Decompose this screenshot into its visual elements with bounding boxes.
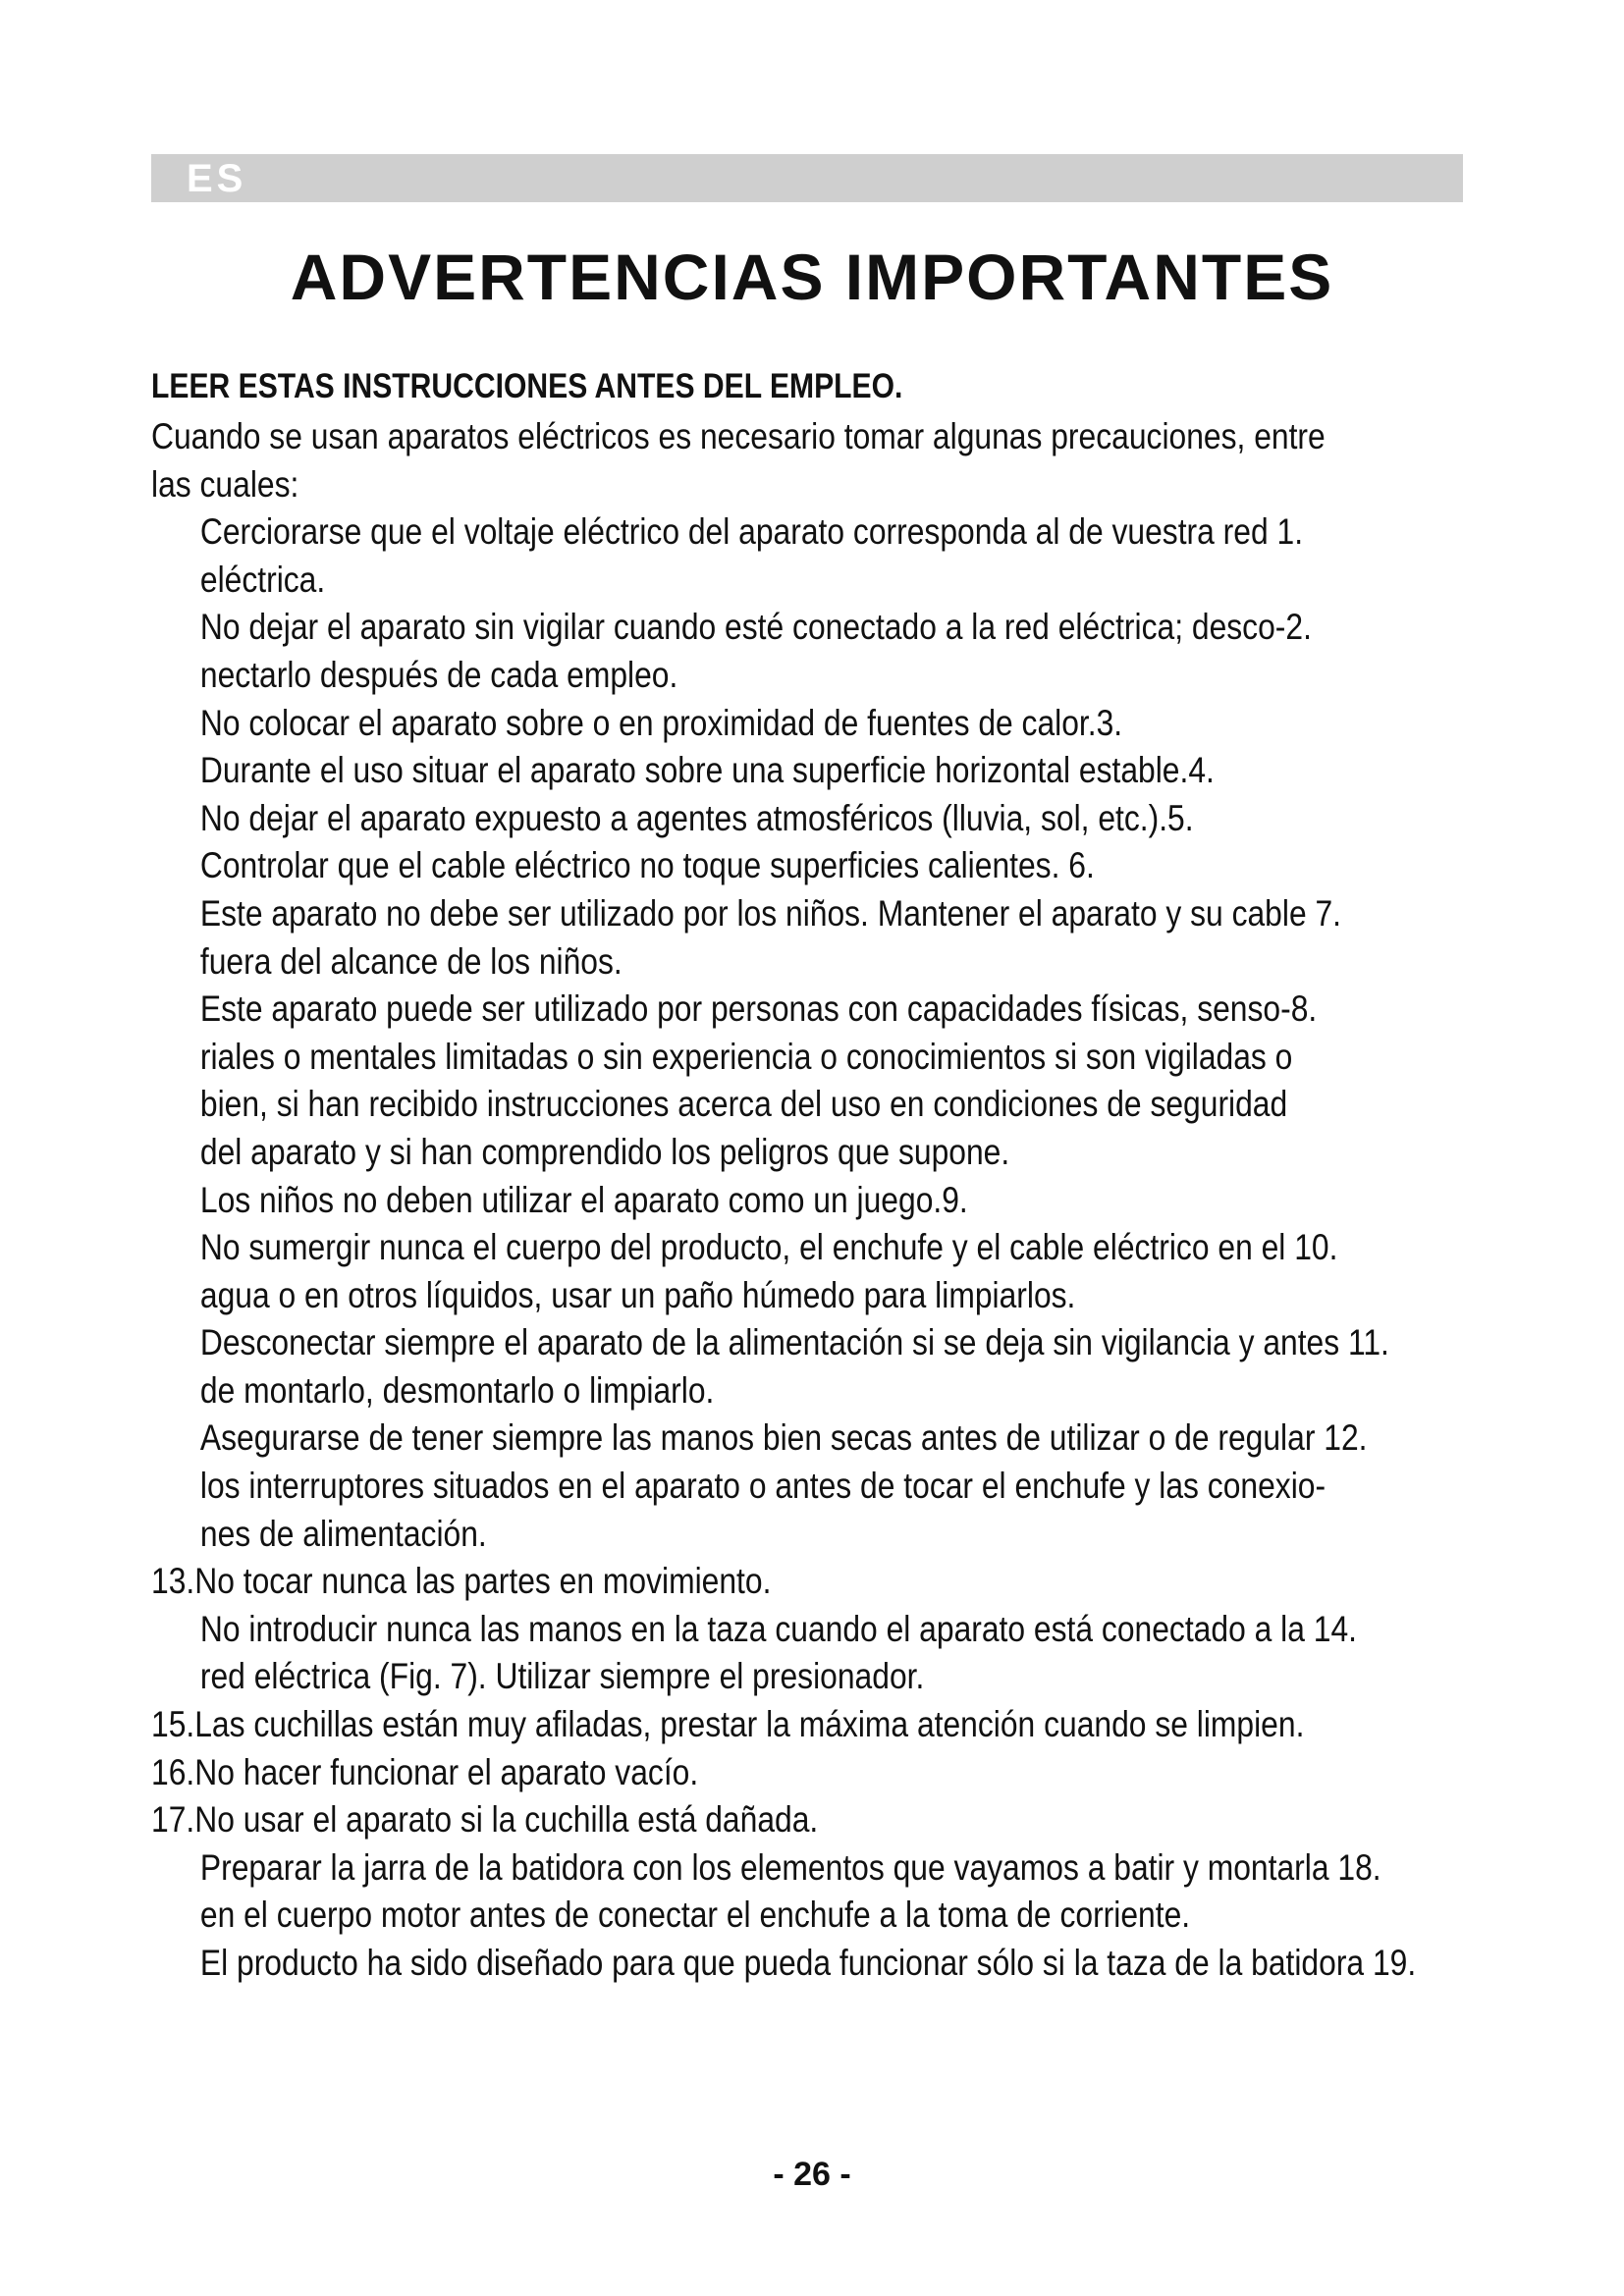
warning-item — [151, 1224, 1595, 1319]
warning-item-line: No introducir nunca las manos en la taza cuando el aparato está conectado a la 14. — [199, 1608, 1357, 1649]
warning-item — [151, 1319, 1595, 1415]
warning-item-line: No dejar el aparato expuesto a agentes atmosféricos (lluvia, sol, etc.).5. — [199, 797, 1194, 838]
warning-item-line: El producto ha sido diseñado para que pueda funcionar sólo si la taza de la batidora 19. — [199, 1943, 1417, 1983]
warnings-content — [151, 413, 1595, 1988]
warning-item — [151, 986, 1595, 1176]
warning-item-line: nectarlo después de cada empleo. — [199, 654, 678, 695]
warning-item — [151, 1177, 1595, 1225]
warning-item-line: 17.No usar el aparato si la cuchilla está dañada. — [151, 1799, 819, 1841]
warning-item-line: 16.No hacer funcionar el aparato vacío. — [151, 1751, 699, 1792]
warning-item — [151, 1940, 1595, 1988]
warning-item — [151, 1558, 1595, 1606]
warning-item — [151, 1415, 1595, 1558]
warning-item — [151, 795, 1595, 843]
warnings-list — [151, 508, 1595, 1987]
warning-item — [151, 1796, 1595, 1844]
intro-line: las cuales: — [151, 463, 299, 505]
section-subtitle: LEER ESTAS INSTRUCCIONES ANTES DEL EMPLEO. — [151, 367, 903, 405]
language-code: ES — [187, 157, 247, 200]
warning-item-line: red eléctrica (Fig. 7). Utilizar siempre el presionador. — [199, 1656, 925, 1697]
language-header-bar — [151, 154, 1463, 202]
warning-item — [151, 604, 1595, 699]
warning-item-line: los interruptores situados en el aparato o antes de tocar el enchufe y las conexio- — [199, 1466, 1326, 1507]
warning-item — [151, 700, 1595, 748]
warning-item-line: eléctrica. — [199, 559, 326, 600]
warning-item-line: del aparato y si han comprendido los peligros que supone. — [199, 1131, 1010, 1172]
warning-item — [151, 1749, 1595, 1797]
warning-item-line: 15.Las cuchillas están muy afiladas, prestar la máxima atención cuando se limpien. — [151, 1704, 1305, 1745]
warning-item-line: bien, si han recibido instrucciones acerca del uso en condiciones de seguridad — [199, 1084, 1288, 1125]
warning-item-line: Este aparato puede ser utilizado por personas con capacidades físicas, senso-8. — [199, 988, 1318, 1030]
warning-item-line: agua o en otros líquidos, usar un paño húmedo para limpiarlos. — [199, 1274, 1076, 1315]
warning-item-line: No colocar el aparato sobre o en proximidad de fuentes de calor.3. — [199, 702, 1123, 743]
warning-item — [151, 508, 1595, 604]
warning-item-line: Controlar que el cable eléctrico no toque superficies calientes. 6. — [199, 845, 1095, 886]
warning-item-line: Asegurarse de tener siempre las manos bien secas antes de utilizar o de regular 12. — [199, 1417, 1368, 1459]
page-number: - 26 - — [773, 2156, 851, 2193]
warning-item-line: Cerciorarse que el voltaje eléctrico del aparato corresponda al de vuestra red 1. — [199, 511, 1304, 553]
warning-item — [151, 842, 1595, 890]
warning-item-line: riales o mentales limitadas o sin experiencia o conocimientos si son vigiladas o — [199, 1036, 1293, 1077]
warning-item-line: en el cuerpo motor antes de conectar el enchufe a la toma de corriente. — [199, 1895, 1191, 1936]
warning-item — [151, 1606, 1595, 1701]
warning-item-line: 13.No tocar nunca las partes en movimiento. — [151, 1561, 772, 1602]
intro-line: Cuando se usan aparatos eléctricos es necesario tomar algunas precauciones, entre — [151, 416, 1326, 456]
warning-item-line: No sumergir nunca el cuerpo del producto, el enchufe y el cable eléctrico en el 10. — [199, 1227, 1338, 1268]
warning-item — [151, 747, 1595, 795]
warning-item-line: Este aparato no debe ser utilizado por los niños. Mantener el aparato y su cable 7. — [199, 892, 1342, 934]
warning-item — [151, 1701, 1595, 1749]
page-title: ADVERTENCIAS IMPORTANTES — [290, 240, 1334, 313]
warning-item — [151, 890, 1595, 986]
warning-item-line: No dejar el aparato sin vigilar cuando esté conectado a la red eléctrica; desco-2. — [199, 607, 1312, 648]
warning-item-line: Los niños no deben utilizar el aparato como un juego.9. — [199, 1179, 968, 1220]
warning-item-line: fuera del alcance de los niños. — [199, 940, 623, 982]
warning-item-line: Desconectar siempre el aparato de la alimentación si se deja sin vigilancia y antes 11. — [199, 1322, 1389, 1363]
warning-item-line: Preparar la jarra de la batidora con los elementos que vayamos a batir y montarla 18. — [199, 1846, 1381, 1888]
warning-item — [151, 1844, 1595, 1940]
warning-item-line: nes de alimentación. — [199, 1513, 487, 1554]
warning-item-line: de montarlo, desmontarlo o limpiarlo. — [199, 1369, 715, 1411]
warning-item-line: Durante el uso situar el aparato sobre una superficie horizontal estable.4. — [199, 750, 1215, 791]
